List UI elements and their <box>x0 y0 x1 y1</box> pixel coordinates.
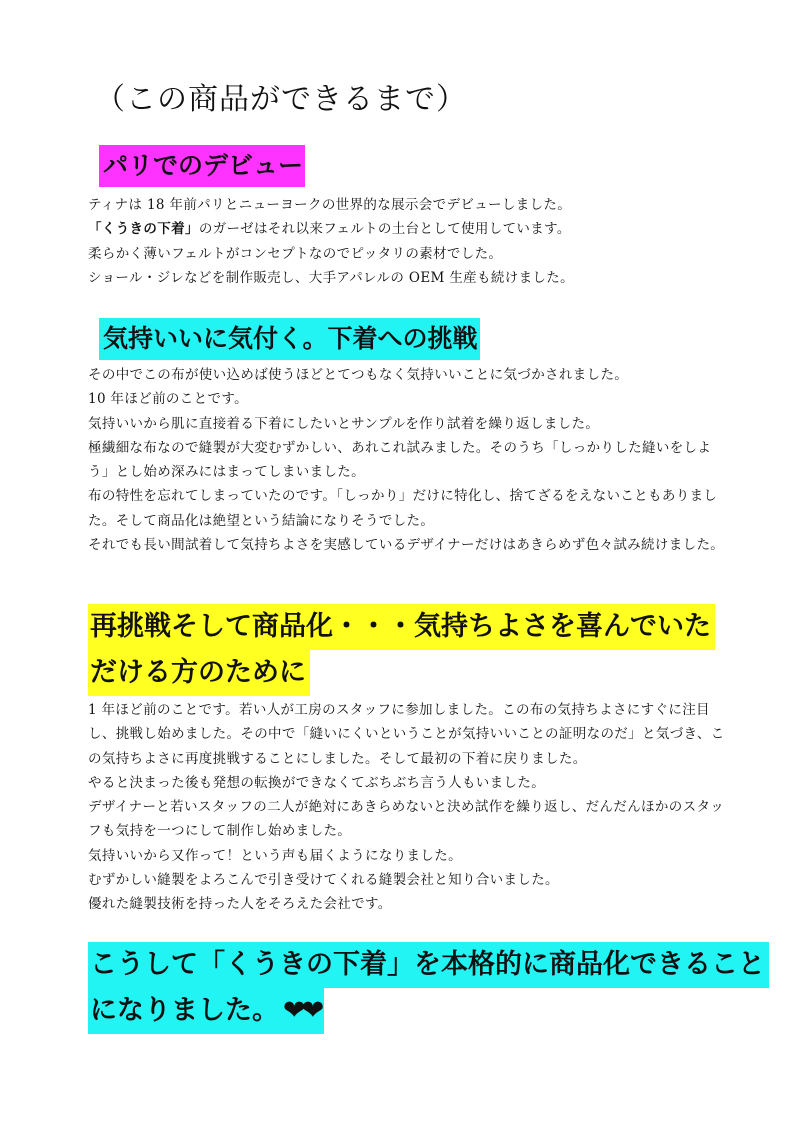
section-heading <box>88 604 728 696</box>
paragraph: 気持いいから肌に直接着る下着にしたいとサンプルを作り試着を繰り返しました。 <box>88 415 600 432</box>
closing-line-last <box>88 988 324 1034</box>
section-heading: パリでのデビュー <box>99 145 305 187</box>
section-heading: 気持いいに気付く。下着への挑戦 <box>99 318 480 360</box>
paragraph-text: 柔らかく薄いフェルトがコンセプトなのでピッタリの素材でした。 <box>88 245 503 262</box>
closing-statement <box>88 942 765 1034</box>
paragraph-list <box>88 193 728 290</box>
paragraph: 1 年ほど前のことです。若い人が工房のスタッフに参加しました。この布の気持ちよさにすぐに注目し、挑戦し始めました。その中で「縫いにくいということが気持いいことの証明なのだ」と気づき、この気持ちよさに再度挑戦することにしました。そして最初の下着に戻りました。 <box>88 702 725 767</box>
closing-line: こうして「くうきの下着」を本格的に商品化できること <box>88 942 769 988</box>
paragraph: その中でこの布が使い込めば使うほどとてつもなく気持いいことに気づかされました。 <box>88 367 629 383</box>
paragraph: 布の特性を忘れてしまっていたのです。「しっかり」だけに特化し、捨てざるをえないこともありました。そして商品化は絶望という結論になりそうでした。 <box>88 488 718 529</box>
paragraph: 10 年ほど前のことです。 <box>88 391 248 408</box>
section-underwear-challenge <box>88 318 728 557</box>
section-retry-commercialization <box>88 604 728 917</box>
paragraph: やると決まった後も発想の転換ができなくてぶちぶち言う人もいました。 <box>88 774 546 791</box>
paragraph: 優れた縫製技術を持った人をそろえた会社です。 <box>88 896 392 913</box>
paragraph <box>88 193 728 217</box>
closing-line-text: になりました。 <box>90 995 279 1026</box>
paragraph: むずかしい縫製をよろこんで引き受けてくれる縫製会社と知り合いました。 <box>88 872 559 889</box>
paragraph-list <box>88 363 728 557</box>
paragraph <box>88 242 728 266</box>
heart-icon: ❤❤ <box>283 995 321 1026</box>
bold-phrase: 「くうきの下着」 <box>88 221 199 238</box>
paragraph: 極繊細な布なので縫製が大変むずかしい、あれこれ試みました。そのうち「しっかりした縫いをしよう」とし始め深みにはまってしまいました。 <box>88 439 712 481</box>
paragraph: デザイナーと若いスタッフの二人が絶対にあきらめないと決め試作を繰り返し、だんだんほかのスタッフも気持を一つにして制作し始めました。 <box>88 799 725 840</box>
closing-heading <box>88 942 765 1034</box>
paragraph-text: ティナは 18 年前パリとニューヨークの世界的な展示会でデビューしました。 <box>88 197 572 213</box>
paragraph-list <box>88 698 728 917</box>
paragraph <box>88 217 728 241</box>
paragraph-text: のガーゼはそれ以来フェルトの土台として使用しています。 <box>198 221 571 238</box>
paragraph: 気持いいから又作って！という声も届くようになりました。 <box>88 847 462 864</box>
paragraph <box>88 266 728 290</box>
section-paris-debut <box>88 145 728 290</box>
page-title: （この商品ができるまで） <box>95 82 467 117</box>
paragraph-text: ショール・ジレなどを制作販売し、大手アパレルの OEM 生産も続けました。 <box>88 269 574 286</box>
heading-line: だける方のために <box>88 650 310 696</box>
paragraph: それでも長い間試着して気持ちよさを実感しているデザイナーだけはあきらめず色々試み続けました。 <box>88 537 725 554</box>
heading-line: 再挑戦そして商品化・・・気持ちよさを喜んでいた <box>88 604 715 650</box>
